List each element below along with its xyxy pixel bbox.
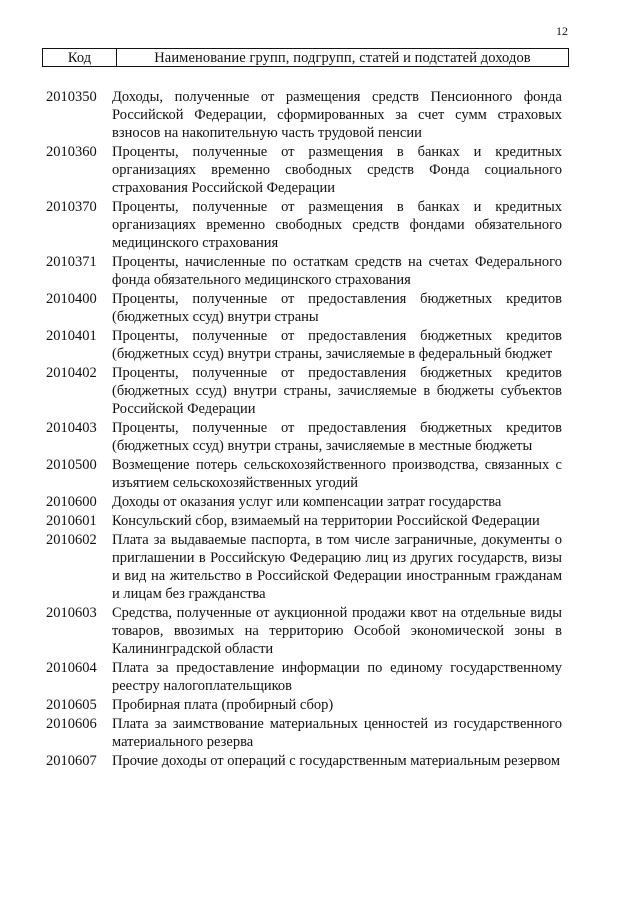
table-row bbox=[46, 604, 562, 658]
table-row bbox=[46, 752, 562, 770]
row-description: Возмещение потерь сельскохозяйственного производства, связанных с изъятием сельскохозяйственных угодий bbox=[112, 457, 562, 491]
table-row bbox=[46, 493, 562, 511]
row-code: 2010607 bbox=[46, 753, 97, 769]
row-description: Проценты, полученные от размещения в банках и кредитных организациях временно свободных средств Фонда социального страхования Российской Федерации bbox=[112, 144, 562, 196]
row-code: 2010604 bbox=[46, 660, 97, 676]
row-description: Проценты, полученные от предоставления бюджетных кредитов (бюджетных ссуд) внутри страны bbox=[112, 291, 562, 325]
header-name-label: Наименование групп, подгрупп, статей и подстатей доходов bbox=[154, 50, 531, 66]
table-header bbox=[42, 48, 569, 67]
table-row bbox=[46, 88, 562, 142]
row-code: 2010401 bbox=[46, 328, 97, 344]
table-row bbox=[46, 456, 562, 492]
row-description: Доходы от оказания услуг или компенсации затрат государства bbox=[112, 494, 502, 510]
row-description: Плата за заимствование материальных ценностей из государственного материального резерва bbox=[112, 716, 562, 750]
row-code: 2010400 bbox=[46, 291, 97, 307]
row-code: 2010350 bbox=[46, 89, 97, 105]
row-code: 2010600 bbox=[46, 494, 97, 510]
row-description: Консульский сбор, взимаемый на территории Российской Федерации bbox=[112, 513, 540, 529]
table-row bbox=[46, 715, 562, 751]
row-code: 2010602 bbox=[46, 532, 97, 548]
row-code: 2010402 bbox=[46, 365, 97, 381]
table-row bbox=[46, 512, 562, 530]
page-number: 12 bbox=[556, 24, 568, 38]
row-code: 2010605 bbox=[46, 697, 97, 713]
table-row bbox=[46, 290, 562, 326]
header-code-label: Код bbox=[43, 49, 117, 66]
row-code: 2010500 bbox=[46, 457, 97, 473]
row-code: 2010371 bbox=[46, 254, 97, 270]
row-description: Доходы, полученные от размещения средств Пенсионного фонда Российской Федерации, сформированных за счет сумм страховых взносов на накопительную часть трудовой пенсии bbox=[112, 89, 562, 141]
table-row bbox=[46, 419, 562, 455]
row-description: Средства, полученные от аукционной продажи квот на отдельные виды товаров, ввозимых на территорию Особой экономической зоны в Калининградской области bbox=[112, 605, 562, 657]
row-description: Проценты, полученные от предоставления бюджетных кредитов (бюджетных ссуд) внутри страны, зачисляемые в федеральный бюджет bbox=[112, 328, 562, 362]
row-code: 2010370 bbox=[46, 199, 97, 215]
table-row bbox=[46, 531, 562, 603]
row-description: Проценты, полученные от предоставления бюджетных кредитов (бюджетных ссуд) внутри страны, зачисляемые в бюджеты субъектов Российской Федерации bbox=[112, 365, 562, 417]
row-description: Пробирная плата (пробирный сбор) bbox=[112, 697, 334, 713]
row-code: 2010603 bbox=[46, 605, 97, 621]
row-code: 2010360 bbox=[46, 144, 97, 160]
row-code: 2010403 bbox=[46, 420, 97, 436]
row-description: Прочие доходы от операций с государственным материальным резервом bbox=[112, 753, 561, 769]
table-row bbox=[46, 364, 562, 418]
row-description: Проценты, начисленные по остаткам средств на счетах Федерального фонда обязательного медицинского страхования bbox=[112, 254, 562, 288]
table-row bbox=[46, 327, 562, 363]
row-description: Плата за предоставление информации по единому государственному реестру налогоплательщиков bbox=[112, 660, 562, 694]
table-row bbox=[46, 696, 562, 714]
revenue-code-list bbox=[46, 88, 562, 770]
row-description: Плата за выдаваемые паспорта, в том числе заграничные, документы о приглашении в Российскую Федерацию лиц из других государств, визы и вид на жительство в Российской Федерации иностранным гражданам и лицам без гражданства bbox=[112, 532, 562, 602]
table-row bbox=[46, 198, 562, 252]
row-code: 2010601 bbox=[46, 513, 97, 529]
row-code: 2010606 bbox=[46, 716, 97, 732]
table-row bbox=[46, 659, 562, 695]
table-row bbox=[46, 253, 562, 289]
row-description: Проценты, полученные от размещения в банках и кредитных организациях временно свободных средств фондами обязательного медицинского страхования bbox=[112, 199, 562, 251]
table-row bbox=[46, 143, 562, 197]
row-description: Проценты, полученные от предоставления бюджетных кредитов (бюджетных ссуд) внутри страны, зачисляемые в местные бюджеты bbox=[112, 420, 562, 454]
